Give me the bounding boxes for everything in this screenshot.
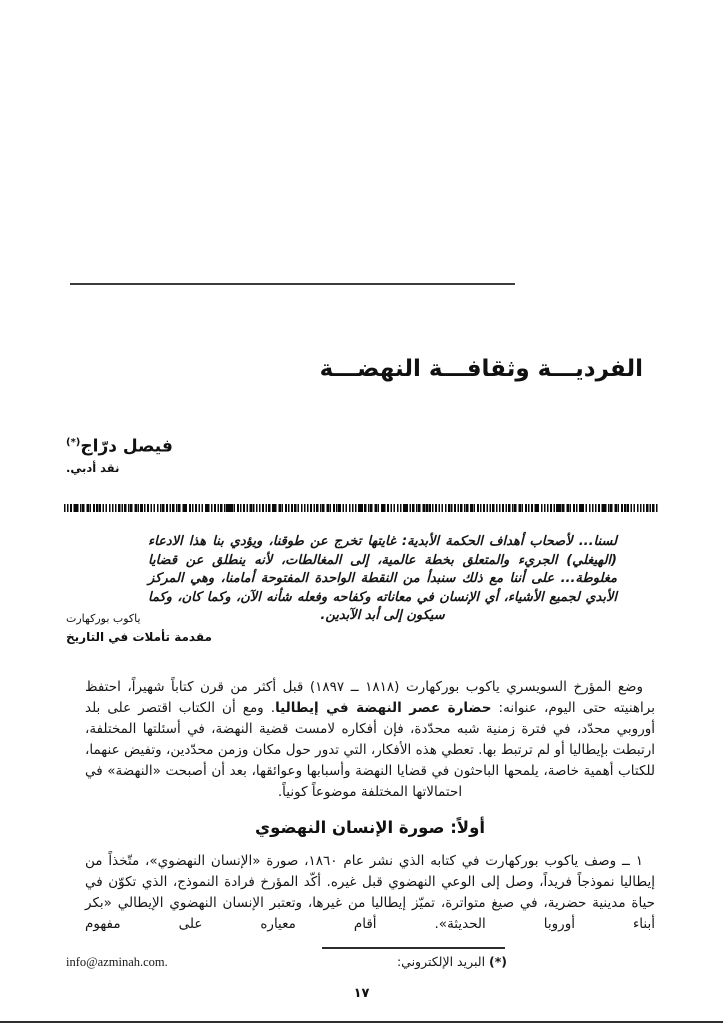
article-title: الفرديـــة وثقافـــة النهضـــة <box>319 356 643 383</box>
author-block <box>66 430 173 476</box>
footnote-label-text: البريد الإلكتروني: <box>396 954 486 969</box>
header-rule <box>70 283 515 285</box>
author-footnote-marker: (*) <box>66 437 81 448</box>
footnote-email: info@azminah.com. <box>66 955 168 969</box>
paragraph-1-text-after: . ومع أن الكتاب اقتصر على بلد أوروبي محدّد، في فترة زمنية شبه محدّدة، فإن أفكاره لامست قضية النهضة، في أسئلتها المختلفة، ارتبطت بإيطاليا أو لم ترتبط بها. تعطي هذه الأفكار، التي تدور حول مكان وزمن محدّدين، وتفيض عنهما، للكتاب أهمية خاصة، يلمحها الباحثون في قضايا النهضة وأسبابها وعوائقها، بعد أن أصبحت «النهضة» في احتمالاتها المختلفة موضوعاً كونياً. <box>85 700 655 800</box>
epigraph-source: مقدمة تأملات في التاريخ <box>66 630 212 644</box>
paragraph-2: ١ ــ وصف ياكوب بوركهارت في كتابه الذي نشر عام ١٨٦٠، صورة «الإنسان النهضوي»، متّخذاً من إيطاليا نموذجاً فريداً، وصل إلى الوعي النهضوي قبل غيره. أكّد المؤرخ فرادة النموذج، الذي تكوّن في حياة مدينية حضرية، في صيغ متواترة، تميّز إيطاليا من غيرها، وتعتبر الإنسان النهضوي الإيطالي «بكر أبناء أوروبا الحديثة». أقام معياره على مفهوم <box>85 853 655 932</box>
footnote-divider <box>322 947 505 949</box>
paragraph-1-text-before: وضع المؤرخ السويسري ياكوب بوركهارت (١٨١٨ ــ ١٨٩٧) قبل أكثر من قرن كتاباً شهيراً، احتفظ براهنيته حتى اليوم، عنوانه: <box>85 679 655 716</box>
author-name <box>66 430 173 460</box>
epigraph-attribution <box>66 609 242 647</box>
author-role: نقد أدبي. <box>66 460 120 475</box>
hatched-divider <box>64 504 658 512</box>
footnote <box>66 954 507 970</box>
page-number: ١٧ <box>353 986 370 1001</box>
page-edge-line <box>0 1021 723 1023</box>
paragraph-1 <box>85 677 655 803</box>
epigraph-author: ياكوب بوركهارت <box>66 612 141 625</box>
footnote-marker: (*) <box>489 954 507 969</box>
book-title-inline: حضارة عصر النهضة في إيطاليا <box>275 700 492 716</box>
section-heading-1: أولاً: صورة الإنسان النهضوي <box>255 818 485 837</box>
author-name-text: فيصل درّاج <box>80 436 173 457</box>
footnote-label <box>397 954 507 969</box>
epigraph-quote: لسنا... لأصحاب أهداف الحكمة الأبدية: غايتها تخرج عن طوقنا، ويؤدي بنا هذا الادعاء (الهيغلي) الجريء والمتعلق بخطة عالمية، إلى المغالطات، لأنه ينطلق عن قضايا مغلوطة... على أننا مع ذلك سنبدأ من النقطة الواحدة المفتوحة أمامنا، وهي المركز الأبدي لجميع الأشياء، أي الإنسان في معاناته وكفاحه وفعله شأنه الآن، وكما كان، وكما سيكون إلى أبد الآبدين. <box>148 534 617 623</box>
